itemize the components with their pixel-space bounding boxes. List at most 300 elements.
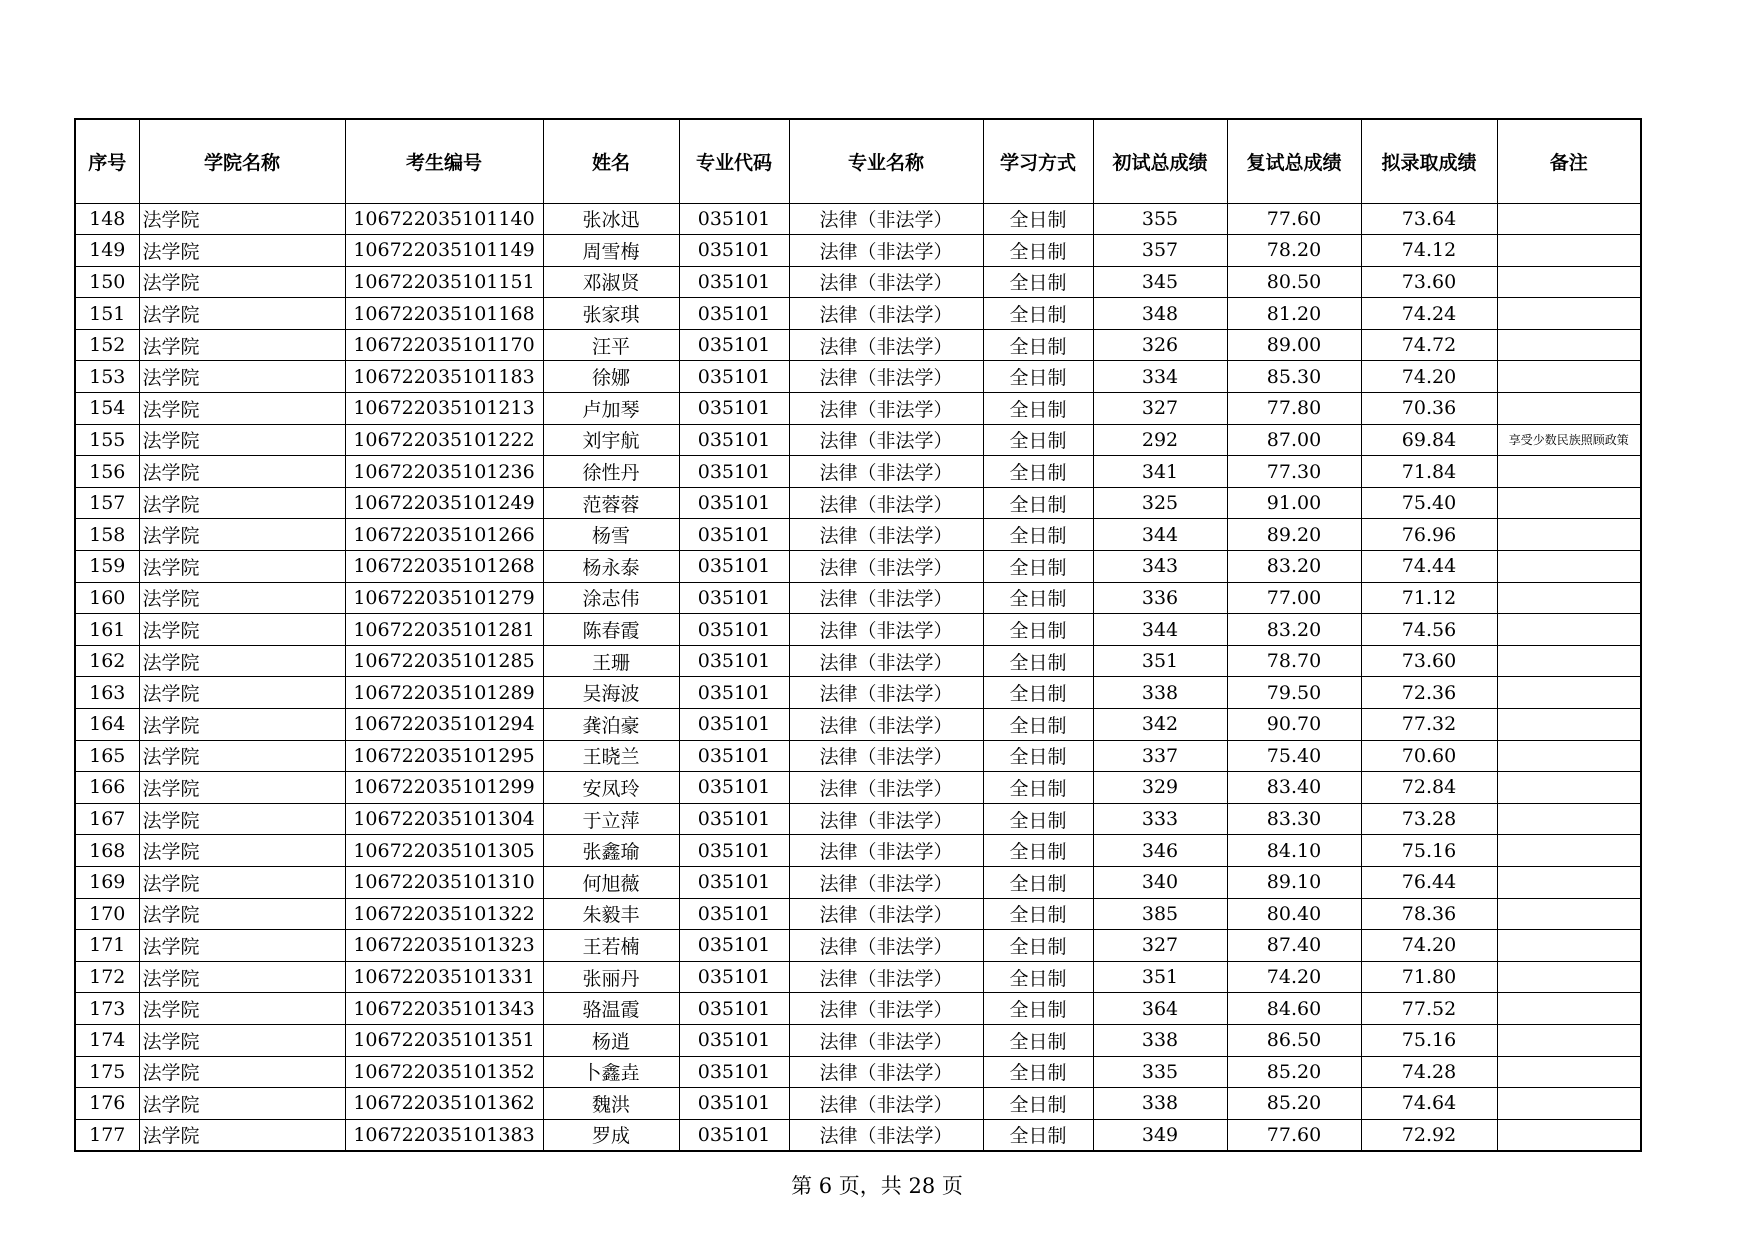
cell-name: 陈春霞: [543, 614, 679, 646]
cell-major-name: 法律（非法学）: [789, 930, 983, 962]
cell-college: 法学院: [139, 424, 345, 456]
cell-college: 法学院: [139, 1088, 345, 1120]
cell-index: 176: [75, 1088, 139, 1120]
cell-study-mode: 全日制: [983, 772, 1093, 804]
cell-candidate-id: 106722035101236: [345, 456, 543, 488]
cell-study-mode: 全日制: [983, 677, 1093, 709]
cell-major-name: 法律（非法学）: [789, 803, 983, 835]
cell-major-code: 035101: [679, 266, 789, 298]
cell-major-name: 法律（非法学）: [789, 393, 983, 425]
cell-retest-score: 81.20: [1227, 298, 1361, 330]
cell-major-code: 035101: [679, 772, 789, 804]
cell-college: 法学院: [139, 772, 345, 804]
cell-college: 法学院: [139, 582, 345, 614]
cell-remarks: [1497, 772, 1641, 804]
table-row: [75, 772, 1641, 804]
cell-admission-score: 75.16: [1361, 1024, 1497, 1056]
cell-index: 161: [75, 614, 139, 646]
cell-major-code: 035101: [679, 203, 789, 235]
cell-admission-score: 74.56: [1361, 614, 1497, 646]
cell-major-name: 法律（非法学）: [789, 266, 983, 298]
cell-initial-score: 342: [1093, 709, 1227, 741]
cell-study-mode: 全日制: [983, 1056, 1093, 1088]
header-major-code: 专业代码: [679, 119, 789, 203]
cell-major-code: 035101: [679, 961, 789, 993]
cell-college: 法学院: [139, 551, 345, 583]
cell-study-mode: 全日制: [983, 930, 1093, 962]
cell-remarks: [1497, 1088, 1641, 1120]
cell-index: 172: [75, 961, 139, 993]
cell-major-name: 法律（非法学）: [789, 329, 983, 361]
cell-initial-score: 343: [1093, 551, 1227, 583]
cell-index: 155: [75, 424, 139, 456]
table-row: [75, 298, 1641, 330]
cell-index: 168: [75, 835, 139, 867]
cell-candidate-id: 106722035101213: [345, 393, 543, 425]
cell-admission-score: 78.36: [1361, 898, 1497, 930]
cell-remarks: [1497, 235, 1641, 267]
cell-candidate-id: 106722035101140: [345, 203, 543, 235]
cell-retest-score: 85.20: [1227, 1088, 1361, 1120]
header-college: 学院名称: [139, 119, 345, 203]
cell-retest-score: 85.30: [1227, 361, 1361, 393]
cell-initial-score: 348: [1093, 298, 1227, 330]
cell-major-name: 法律（非法学）: [789, 614, 983, 646]
table-row: [75, 930, 1641, 962]
table-row: [75, 582, 1641, 614]
table-row: [75, 551, 1641, 583]
cell-name: 范蓉蓉: [543, 487, 679, 519]
cell-name: 徐娜: [543, 361, 679, 393]
cell-major-name: 法律（非法学）: [789, 1119, 983, 1151]
table-row: [75, 203, 1641, 235]
cell-college: 法学院: [139, 1119, 345, 1151]
cell-study-mode: 全日制: [983, 614, 1093, 646]
cell-remarks: [1497, 803, 1641, 835]
cell-remarks: [1497, 266, 1641, 298]
cell-study-mode: 全日制: [983, 866, 1093, 898]
table-row: [75, 1088, 1641, 1120]
cell-major-code: 035101: [679, 930, 789, 962]
cell-study-mode: 全日制: [983, 456, 1093, 488]
cell-college: 法学院: [139, 866, 345, 898]
cell-college: 法学院: [139, 645, 345, 677]
cell-retest-score: 77.80: [1227, 393, 1361, 425]
cell-college: 法学院: [139, 456, 345, 488]
table-row: [75, 487, 1641, 519]
cell-retest-score: 84.60: [1227, 993, 1361, 1025]
cell-initial-score: 338: [1093, 677, 1227, 709]
cell-remarks: [1497, 298, 1641, 330]
cell-index: 148: [75, 203, 139, 235]
cell-major-name: 法律（非法学）: [789, 677, 983, 709]
cell-retest-score: 74.20: [1227, 961, 1361, 993]
cell-major-name: 法律（非法学）: [789, 993, 983, 1025]
cell-index: 152: [75, 329, 139, 361]
header-retest-score: 复试总成绩: [1227, 119, 1361, 203]
cell-retest-score: 77.60: [1227, 203, 1361, 235]
cell-candidate-id: 106722035101331: [345, 961, 543, 993]
cell-major-name: 法律（非法学）: [789, 203, 983, 235]
cell-candidate-id: 106722035101149: [345, 235, 543, 267]
cell-major-code: 035101: [679, 551, 789, 583]
cell-major-name: 法律（非法学）: [789, 961, 983, 993]
cell-college: 法学院: [139, 677, 345, 709]
cell-retest-score: 89.10: [1227, 866, 1361, 898]
cell-admission-score: 72.84: [1361, 772, 1497, 804]
cell-major-code: 035101: [679, 645, 789, 677]
cell-name: 张鑫瑜: [543, 835, 679, 867]
cell-college: 法学院: [139, 266, 345, 298]
cell-index: 153: [75, 361, 139, 393]
cell-index: 151: [75, 298, 139, 330]
cell-name: 朱毅丰: [543, 898, 679, 930]
cell-major-code: 035101: [679, 361, 789, 393]
cell-candidate-id: 106722035101151: [345, 266, 543, 298]
cell-index: 150: [75, 266, 139, 298]
cell-major-name: 法律（非法学）: [789, 1088, 983, 1120]
cell-study-mode: 全日制: [983, 898, 1093, 930]
cell-candidate-id: 106722035101310: [345, 866, 543, 898]
cell-study-mode: 全日制: [983, 1088, 1093, 1120]
cell-candidate-id: 106722035101383: [345, 1119, 543, 1151]
cell-college: 法学院: [139, 803, 345, 835]
cell-candidate-id: 106722035101281: [345, 614, 543, 646]
cell-major-name: 法律（非法学）: [789, 740, 983, 772]
cell-initial-score: 341: [1093, 456, 1227, 488]
cell-initial-score: 351: [1093, 961, 1227, 993]
cell-admission-score: 71.84: [1361, 456, 1497, 488]
header-major-name: 专业名称: [789, 119, 983, 203]
header-admission-score: 拟录取成绩: [1361, 119, 1497, 203]
cell-college: 法学院: [139, 329, 345, 361]
table-row: [75, 456, 1641, 488]
cell-initial-score: 327: [1093, 930, 1227, 962]
cell-major-code: 035101: [679, 677, 789, 709]
cell-major-code: 035101: [679, 424, 789, 456]
cell-index: 169: [75, 866, 139, 898]
cell-name: 骆温霞: [543, 993, 679, 1025]
cell-name: 卢加琴: [543, 393, 679, 425]
cell-major-name: 法律（非法学）: [789, 298, 983, 330]
cell-remarks: [1497, 898, 1641, 930]
cell-index: 170: [75, 898, 139, 930]
cell-name: 王珊: [543, 645, 679, 677]
cell-major-code: 035101: [679, 835, 789, 867]
cell-index: 156: [75, 456, 139, 488]
cell-college: 法学院: [139, 993, 345, 1025]
cell-retest-score: 89.20: [1227, 519, 1361, 551]
cell-candidate-id: 106722035101168: [345, 298, 543, 330]
cell-initial-score: 336: [1093, 582, 1227, 614]
cell-major-name: 法律（非法学）: [789, 1024, 983, 1056]
cell-remarks: [1497, 709, 1641, 741]
cell-index: 157: [75, 487, 139, 519]
cell-retest-score: 83.40: [1227, 772, 1361, 804]
cell-study-mode: 全日制: [983, 519, 1093, 551]
cell-remarks: [1497, 930, 1641, 962]
cell-remarks: [1497, 740, 1641, 772]
cell-major-code: 035101: [679, 235, 789, 267]
cell-retest-score: 91.00: [1227, 487, 1361, 519]
header-initial-score: 初试总成绩: [1093, 119, 1227, 203]
table-row: [75, 898, 1641, 930]
cell-study-mode: 全日制: [983, 361, 1093, 393]
cell-college: 法学院: [139, 709, 345, 741]
cell-index: 159: [75, 551, 139, 583]
cell-name: 卜鑫垚: [543, 1056, 679, 1088]
cell-index: 162: [75, 645, 139, 677]
cell-candidate-id: 106722035101268: [345, 551, 543, 583]
cell-index: 177: [75, 1119, 139, 1151]
cell-retest-score: 86.50: [1227, 1024, 1361, 1056]
header-row: [75, 119, 1641, 203]
cell-college: 法学院: [139, 930, 345, 962]
cell-college: 法学院: [139, 614, 345, 646]
table-row: [75, 1024, 1641, 1056]
cell-study-mode: 全日制: [983, 203, 1093, 235]
cell-index: 166: [75, 772, 139, 804]
cell-major-code: 035101: [679, 582, 789, 614]
cell-college: 法学院: [139, 740, 345, 772]
cell-initial-score: 346: [1093, 835, 1227, 867]
cell-name: 于立萍: [543, 803, 679, 835]
cell-study-mode: 全日制: [983, 329, 1093, 361]
cell-major-name: 法律（非法学）: [789, 424, 983, 456]
cell-name: 吴海波: [543, 677, 679, 709]
cell-candidate-id: 106722035101294: [345, 709, 543, 741]
cell-study-mode: 全日制: [983, 1119, 1093, 1151]
cell-initial-score: 337: [1093, 740, 1227, 772]
cell-study-mode: 全日制: [983, 803, 1093, 835]
cell-remarks: [1497, 866, 1641, 898]
cell-major-name: 法律（非法学）: [789, 487, 983, 519]
cell-candidate-id: 106722035101305: [345, 835, 543, 867]
cell-admission-score: 73.60: [1361, 645, 1497, 677]
cell-admission-score: 74.28: [1361, 1056, 1497, 1088]
cell-candidate-id: 106722035101304: [345, 803, 543, 835]
cell-candidate-id: 106722035101352: [345, 1056, 543, 1088]
cell-candidate-id: 106722035101285: [345, 645, 543, 677]
cell-major-name: 法律（非法学）: [789, 866, 983, 898]
cell-major-code: 035101: [679, 614, 789, 646]
cell-college: 法学院: [139, 298, 345, 330]
cell-major-code: 035101: [679, 393, 789, 425]
table-row: [75, 424, 1641, 456]
table-row: [75, 866, 1641, 898]
cell-college: 法学院: [139, 393, 345, 425]
cell-initial-score: 349: [1093, 1119, 1227, 1151]
table-row: [75, 993, 1641, 1025]
cell-retest-score: 90.70: [1227, 709, 1361, 741]
cell-initial-score: 325: [1093, 487, 1227, 519]
cell-remarks: [1497, 645, 1641, 677]
cell-study-mode: 全日制: [983, 235, 1093, 267]
cell-index: 174: [75, 1024, 139, 1056]
cell-retest-score: 84.10: [1227, 835, 1361, 867]
cell-candidate-id: 106722035101289: [345, 677, 543, 709]
cell-name: 周雪梅: [543, 235, 679, 267]
cell-name: 龚泊豪: [543, 709, 679, 741]
header-candidate-id: 考生编号: [345, 119, 543, 203]
cell-name: 魏洪: [543, 1088, 679, 1120]
cell-candidate-id: 106722035101279: [345, 582, 543, 614]
table-row: [75, 645, 1641, 677]
cell-admission-score: 74.20: [1361, 361, 1497, 393]
cell-remarks: [1497, 1119, 1641, 1151]
cell-admission-score: 77.52: [1361, 993, 1497, 1025]
cell-college: 法学院: [139, 519, 345, 551]
cell-retest-score: 83.20: [1227, 614, 1361, 646]
table-row: [75, 709, 1641, 741]
cell-admission-score: 75.16: [1361, 835, 1497, 867]
cell-initial-score: 338: [1093, 1024, 1227, 1056]
cell-major-name: 法律（非法学）: [789, 519, 983, 551]
cell-name: 杨永泰: [543, 551, 679, 583]
cell-retest-score: 80.40: [1227, 898, 1361, 930]
cell-index: 171: [75, 930, 139, 962]
cell-admission-score: 74.72: [1361, 329, 1497, 361]
cell-study-mode: 全日制: [983, 709, 1093, 741]
cell-index: 175: [75, 1056, 139, 1088]
cell-name: 徐性丹: [543, 456, 679, 488]
cell-index: 158: [75, 519, 139, 551]
cell-remarks: [1497, 203, 1641, 235]
cell-remarks: [1497, 487, 1641, 519]
cell-name: 安凤玲: [543, 772, 679, 804]
cell-major-code: 035101: [679, 1056, 789, 1088]
header-study-mode: 学习方式: [983, 119, 1093, 203]
cell-candidate-id: 106722035101249: [345, 487, 543, 519]
cell-candidate-id: 106722035101222: [345, 424, 543, 456]
cell-index: 160: [75, 582, 139, 614]
cell-index: 165: [75, 740, 139, 772]
table-row: [75, 835, 1641, 867]
cell-remarks: 享受少数民族照顾政策: [1497, 424, 1641, 456]
cell-major-name: 法律（非法学）: [789, 551, 983, 583]
cell-admission-score: 73.60: [1361, 266, 1497, 298]
cell-retest-score: 85.20: [1227, 1056, 1361, 1088]
cell-study-mode: 全日制: [983, 266, 1093, 298]
cell-study-mode: 全日制: [983, 424, 1093, 456]
cell-initial-score: 344: [1093, 519, 1227, 551]
cell-initial-score: 338: [1093, 1088, 1227, 1120]
cell-admission-score: 77.32: [1361, 709, 1497, 741]
cell-retest-score: 89.00: [1227, 329, 1361, 361]
cell-remarks: [1497, 519, 1641, 551]
cell-admission-score: 73.64: [1361, 203, 1497, 235]
cell-admission-score: 69.84: [1361, 424, 1497, 456]
cell-candidate-id: 106722035101351: [345, 1024, 543, 1056]
table-row: [75, 961, 1641, 993]
cell-college: 法学院: [139, 361, 345, 393]
cell-retest-score: 75.40: [1227, 740, 1361, 772]
cell-remarks: [1497, 961, 1641, 993]
header-index: 序号: [75, 119, 139, 203]
cell-admission-score: 71.80: [1361, 961, 1497, 993]
cell-admission-score: 73.28: [1361, 803, 1497, 835]
cell-retest-score: 78.70: [1227, 645, 1361, 677]
cell-admission-score: 71.12: [1361, 582, 1497, 614]
table-row: [75, 740, 1641, 772]
cell-major-code: 035101: [679, 1119, 789, 1151]
cell-initial-score: 385: [1093, 898, 1227, 930]
cell-retest-score: 80.50: [1227, 266, 1361, 298]
cell-index: 167: [75, 803, 139, 835]
cell-name: 何旭薇: [543, 866, 679, 898]
cell-index: 149: [75, 235, 139, 267]
cell-name: 王若楠: [543, 930, 679, 962]
cell-admission-score: 76.44: [1361, 866, 1497, 898]
cell-college: 法学院: [139, 487, 345, 519]
cell-major-code: 035101: [679, 709, 789, 741]
cell-initial-score: 292: [1093, 424, 1227, 456]
cell-study-mode: 全日制: [983, 835, 1093, 867]
cell-study-mode: 全日制: [983, 645, 1093, 677]
cell-index: 173: [75, 993, 139, 1025]
cell-remarks: [1497, 329, 1641, 361]
header-name: 姓名: [543, 119, 679, 203]
cell-admission-score: 74.24: [1361, 298, 1497, 330]
cell-admission-score: 72.92: [1361, 1119, 1497, 1151]
cell-retest-score: 79.50: [1227, 677, 1361, 709]
cell-initial-score: 364: [1093, 993, 1227, 1025]
cell-name: 杨逍: [543, 1024, 679, 1056]
cell-college: 法学院: [139, 898, 345, 930]
cell-initial-score: 327: [1093, 393, 1227, 425]
cell-retest-score: 83.30: [1227, 803, 1361, 835]
cell-major-code: 035101: [679, 740, 789, 772]
cell-study-mode: 全日制: [983, 298, 1093, 330]
cell-admission-score: 74.12: [1361, 235, 1497, 267]
table-row: [75, 1119, 1641, 1151]
table-row: [75, 1056, 1641, 1088]
cell-major-code: 035101: [679, 487, 789, 519]
cell-remarks: [1497, 456, 1641, 488]
cell-study-mode: 全日制: [983, 961, 1093, 993]
cell-name: 刘宇航: [543, 424, 679, 456]
cell-admission-score: 70.60: [1361, 740, 1497, 772]
table-row: [75, 614, 1641, 646]
cell-candidate-id: 106722035101322: [345, 898, 543, 930]
cell-remarks: [1497, 835, 1641, 867]
cell-initial-score: 334: [1093, 361, 1227, 393]
cell-initial-score: 355: [1093, 203, 1227, 235]
cell-major-name: 法律（非法学）: [789, 235, 983, 267]
cell-major-name: 法律（非法学）: [789, 582, 983, 614]
cell-remarks: [1497, 1024, 1641, 1056]
cell-candidate-id: 106722035101362: [345, 1088, 543, 1120]
cell-remarks: [1497, 614, 1641, 646]
cell-candidate-id: 106722035101343: [345, 993, 543, 1025]
cell-remarks: [1497, 1056, 1641, 1088]
cell-major-code: 035101: [679, 1024, 789, 1056]
table-row: [75, 519, 1641, 551]
cell-major-name: 法律（非法学）: [789, 898, 983, 930]
cell-retest-score: 78.20: [1227, 235, 1361, 267]
table-row: [75, 803, 1641, 835]
cell-candidate-id: 106722035101266: [345, 519, 543, 551]
table-row: [75, 235, 1641, 267]
table-row: [75, 329, 1641, 361]
cell-major-name: 法律（非法学）: [789, 456, 983, 488]
cell-index: 163: [75, 677, 139, 709]
cell-major-code: 035101: [679, 329, 789, 361]
cell-major-code: 035101: [679, 993, 789, 1025]
cell-initial-score: 335: [1093, 1056, 1227, 1088]
cell-remarks: [1497, 393, 1641, 425]
cell-major-name: 法律（非法学）: [789, 1056, 983, 1088]
